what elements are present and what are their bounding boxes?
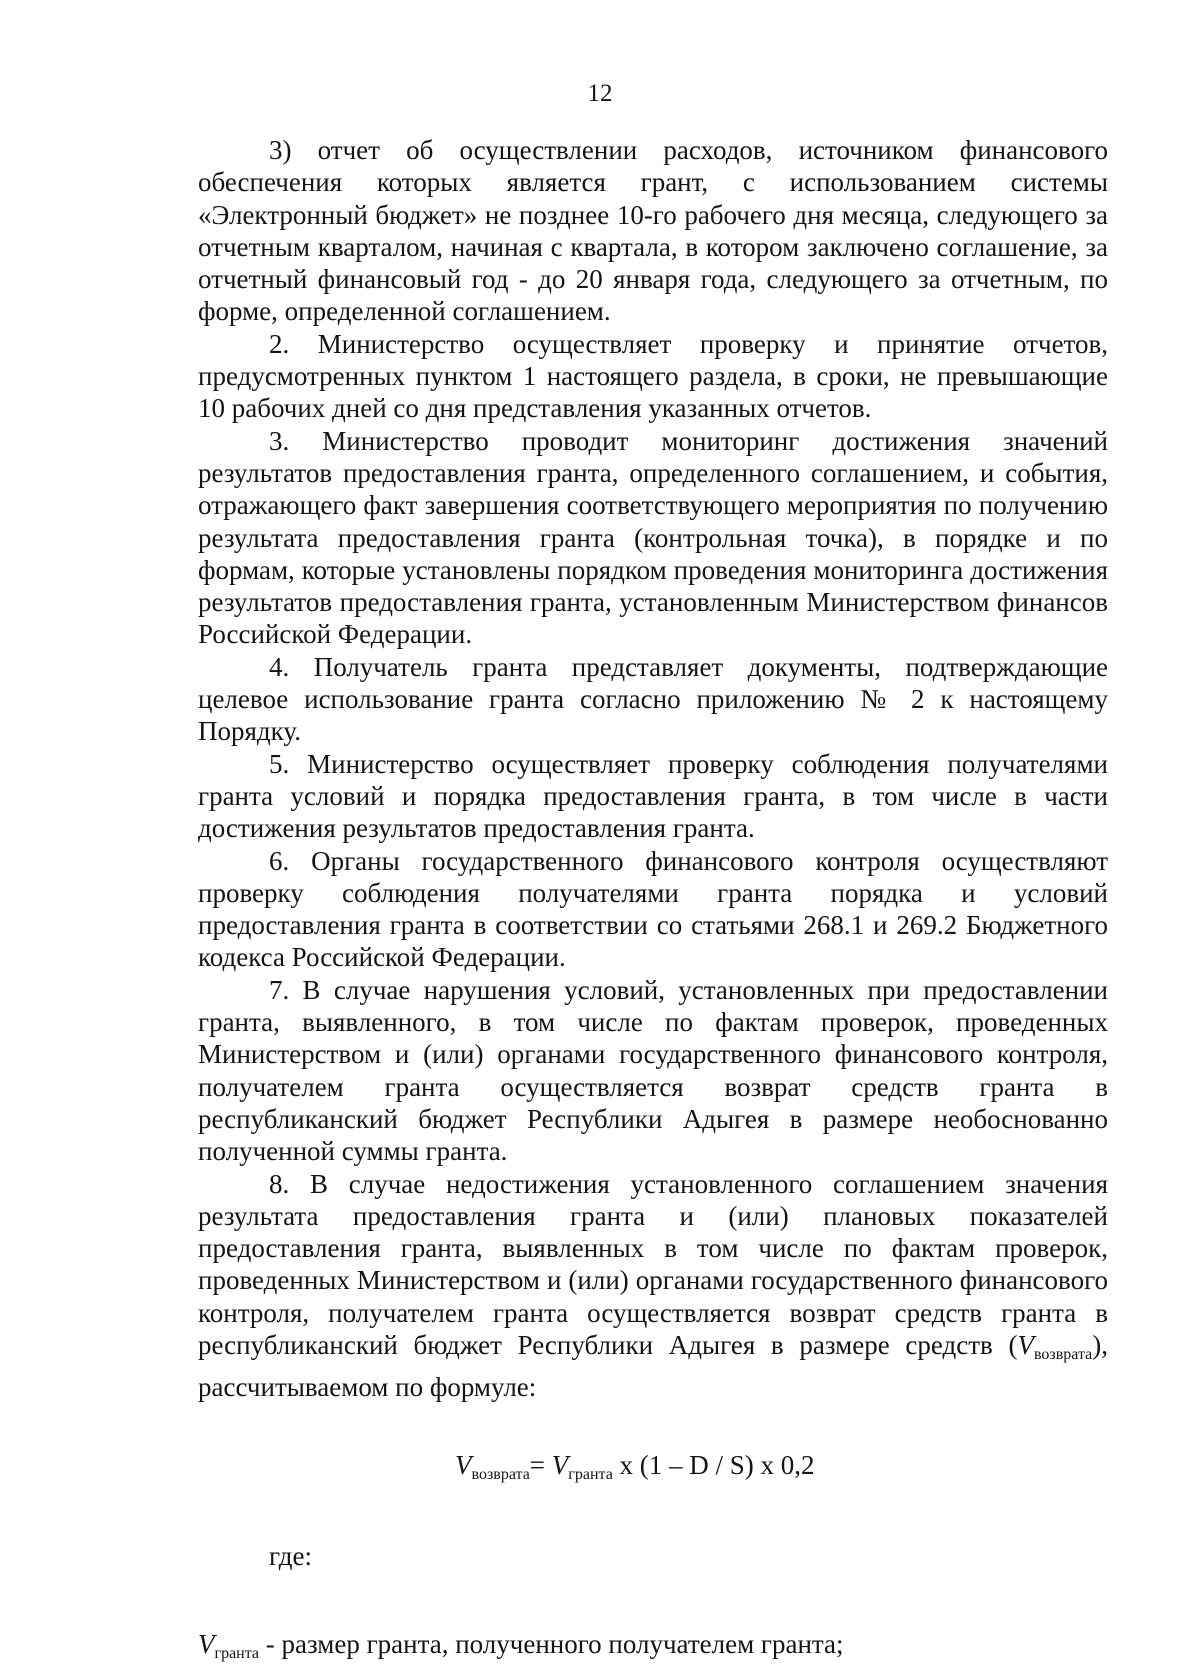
where-label: где: <box>269 1540 312 1571</box>
paragraph-2: 2. Министерство осуществляет проверку и принятие отчетов, предусмотренных пунктом 1 настоящего раздела, в сроки, не превышающие 10 рабочих дней со дня представления указанных отчетов. <box>198 328 1108 424</box>
variable-v: V <box>1017 1329 1034 1360</box>
formula-lhs-var: V <box>455 1449 472 1480</box>
page-number: 12 <box>587 80 613 107</box>
paragraph-8 <box>198 1168 1108 1404</box>
paragraph-4: 4. Получатель гранта представляет документы, подтверждающие целевое использование гранта согласно приложению № 2 к настоящему Порядку. <box>198 651 1108 747</box>
paragraph-3: 3. Министерство проводит мониторинг достижения значений результатов предоставления гранта, определенного соглашением, и события, отражающего факт завершения соответствующего мероприятия по получению результата предоставления гранта (контрольная точка), в порядке и по формам, которые установлены порядком проведения мониторинга достижения результатов предоставления гранта, установленным Министерством финансов Российской Федерации. <box>198 425 1108 650</box>
formula-rhs-sub: гранта <box>568 1465 613 1483</box>
definition-sub: гранта <box>214 1644 260 1662</box>
formula-rhs-var: V <box>551 1449 569 1480</box>
paragraph-8-text: 8. В случае недостижения установленного соглашением значения результата предоставления гранта и (или) плановых показателей предоставления гранта, выявленных в том числе по фактам проверок, проведенных Министерством и (или) органами государственного финансового контроля, получателем гранта осуществляется возврат средств гранта в республиканский бюджет Республики Адыгея в размере средств ( <box>198 1168 1108 1360</box>
paragraph-6: 6. Органы государственного финансового контроля осуществляют проверку соблюдения получателями гранта порядка и условий предоставления гранта в соответствии со статьями 268.1 и 269.2 Бюджетного кодекса Российской Федерации. <box>198 845 1108 973</box>
formula-rest: x (1 – D / S) x 0,2 <box>612 1449 815 1480</box>
definition-var: V <box>198 1628 215 1659</box>
paragraph-7: 7. В случае нарушения условий, установленных при предоставлении гранта, выявленного, в том числе по фактам проверок, проведенных Министерством и (или) органами государственного финансового контроля, получателем гранта осуществляется возврат средств гранта в республиканский бюджет Республики Адыгея в размере необоснованно полученной суммы гранта. <box>198 974 1108 1167</box>
formula-equals: = <box>529 1449 552 1480</box>
paragraph-8-tail: ), рассчитываемом по формуле: <box>198 1329 1108 1403</box>
return-formula <box>198 1448 1108 1492</box>
paragraph-3-item-3: 3) отчет об осуществлении расходов, источником финансового обеспечения которых является грант, с использованием системы «Электронный бюджет» не позднее 10-го рабочего дня месяца, следующего за отчетным кварталом, начиная с квартала, в котором заключено соглашение, за отчетный финансовый год - до 20 января года, следующего за отчетным, по форме, определенной соглашением. <box>198 135 1108 327</box>
variable-subscript: возврата <box>1033 1345 1093 1363</box>
definition-v-grant <box>198 1628 1108 1670</box>
formula-lhs-sub: возврата <box>471 1465 530 1483</box>
definition-text: - размер гранта, полученного получателем гранта; <box>259 1628 844 1659</box>
document-body <box>198 134 1108 1670</box>
paragraph-5: 5. Министерство осуществляет проверку соблюдения получателями гранта условий и порядка предоставления гранта, в том числе в части достижения результатов предоставления гранта. <box>198 748 1108 844</box>
